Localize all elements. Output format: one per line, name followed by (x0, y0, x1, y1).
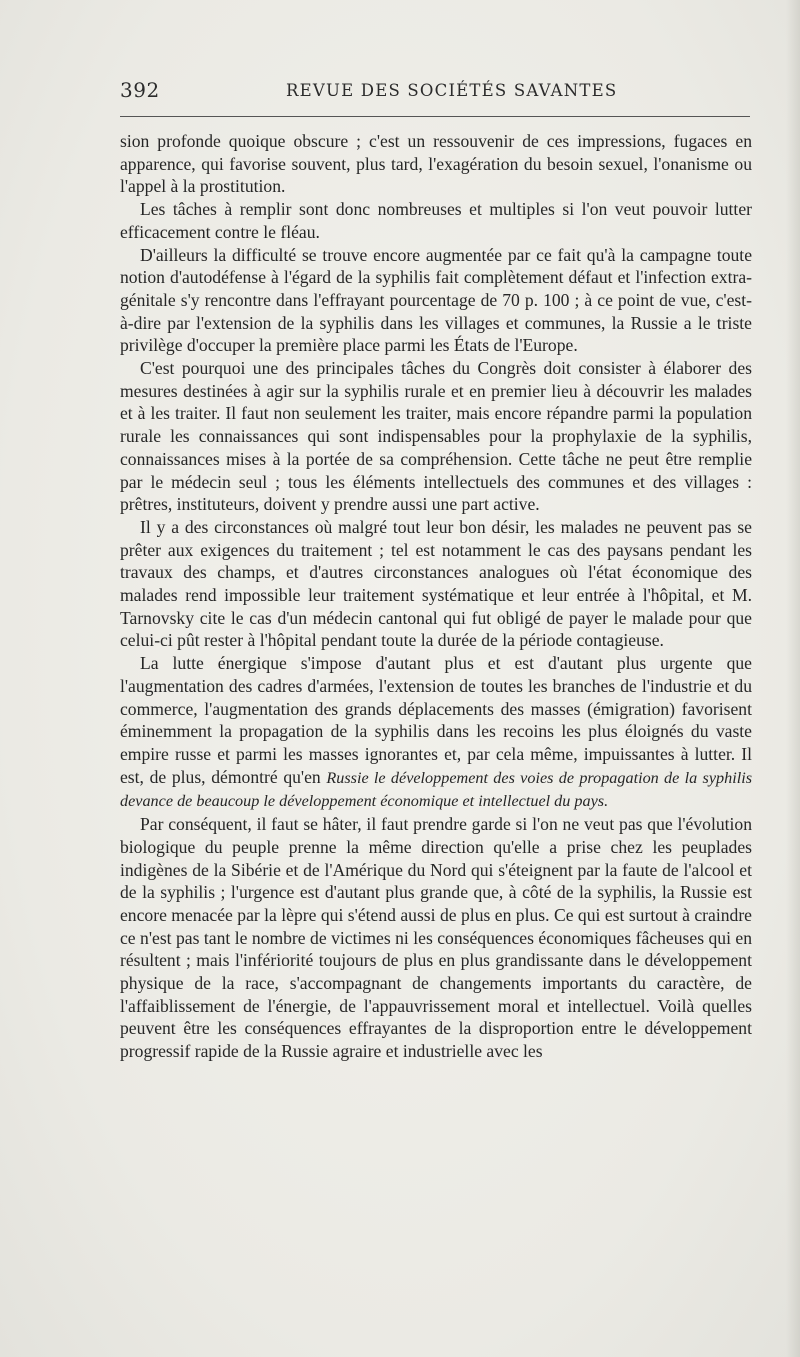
paragraph-continuation: sion profonde quoique obscure ; c'est un ressouvenir de ces impressions, fugaces en apparence, qui favorise souvent, plus tard, l'exagération du besoin sexuel, l'onanisme ou l'appel à la prostitution. (120, 131, 752, 197)
body-text (120, 130, 752, 1063)
paragraph: D'ailleurs la difficulté se trouve encore augmentée par ce fait qu'à la campagne toute notion d'autodéfense à l'égard de la syphilis fait complètement défaut et l'infection extra-génitale s'y rencontre dans l'effrayant pourcentage de 70 p. 100 ; à ce point de vue, c'est-à-dire par l'extension de la syphilis dans les villages et communes, la Russie a le triste privilège d'occuper la première place parmi les États de l'Europe. (120, 244, 752, 356)
paragraph: Par conséquent, il faut se hâter, il faut prendre garde si l'on ne veut pas que l'évolution biologique du peuple prenne la même direction qu'elle a prise chez les peuplades indigènes de la Sibérie et de l'Amérique du Nord qui s'éteignent par la faute de l'alcool et de la syphilis ; l'urgence est d'autant plus grande que, à côté de la syphilis, la Russie est encore menacée par la lèpre qui s'étend aussi de plus en plus. Ce qui est surtout à craindre ce n'est pas tant le nombre de victimes ni les conséquences économiques fâcheuses qui en résultent ; mais l'infériorité toujours de plus en plus grandissante dans le développement physique de la race, s'accompagnant de changements importants du caractère, de l'affaiblissement de l'énergie, de l'appauvrissement moral et intellectuel. Voilà quelles peuvent être les conséquences effrayantes de la disproportion entre le développement progressif rapide de la Russie agraire et industrielle avec les (120, 814, 752, 1062)
paragraph-with-emphasis (120, 652, 752, 813)
paragraph: Les tâches à remplir sont donc nombreuses et multiples si l'on veut pouvoir lutter efficacement contre le fléau. (120, 199, 752, 242)
running-header (120, 74, 750, 108)
header-rule (120, 116, 750, 117)
italic-emphasis: Russie le développement des voies de propagation de la syphilis devance de beaucoup le développement économique et intellectuel du pays. (120, 768, 752, 811)
paragraph-text: La lutte énergique s'impose d'autant plus et est d'autant plus urgente que l'augmentation des cadres d'armées, l'extension de toutes les branches de l'industrie et du commerce, l'augmentation des grands déplacements des masses (émigration) favorisent éminemment la propagation de la syphilis dans les recoins les plus éloignés du vaste empire russe et parmi les masses ignorantes et, par cela même, impuissantes à lutter. Il est, de plus, démontré qu'en (120, 653, 752, 787)
page-number: 392 (120, 78, 160, 102)
page-edge-shadow (786, 0, 800, 1357)
running-title: REVUE DES SOCIÉTÉS SAVANTES (286, 81, 618, 100)
paragraph: Il y a des circonstances où malgré tout leur bon désir, les malades ne peuvent pas se prêter aux exigences du traitement ; tel est notamment le cas des paysans pendant les travaux des champs, et d'autres circonstances analogues où l'état économique des malades rend impossible leur traitement systématique et leur entrée à l'hôpital, et M. Tarnovsky cite le cas d'un médecin cantonal qui fut obligé de payer le malade pour que celui-ci pût rester à l'hôpital pendant toute la durée de la période contagieuse. (120, 516, 752, 651)
paragraph: C'est pourquoi une des principales tâches du Congrès doit consister à élaborer des mesures destinées à agir sur la syphilis rurale et en premier lieu à découvrir les malades et à les traiter. Il faut non seulement les traiter, mais encore répandre parmi la population rurale les connaissances qui sont indispensables pour la prophylaxie de la syphilis, connaissances mises à la portée de sa compréhension. Cette tâche ne peut être remplie par le médecin seul ; tous les éléments intellectuels des communes et des villages : prêtres, instituteurs, doivent y prendre aussi une part active. (120, 358, 752, 515)
